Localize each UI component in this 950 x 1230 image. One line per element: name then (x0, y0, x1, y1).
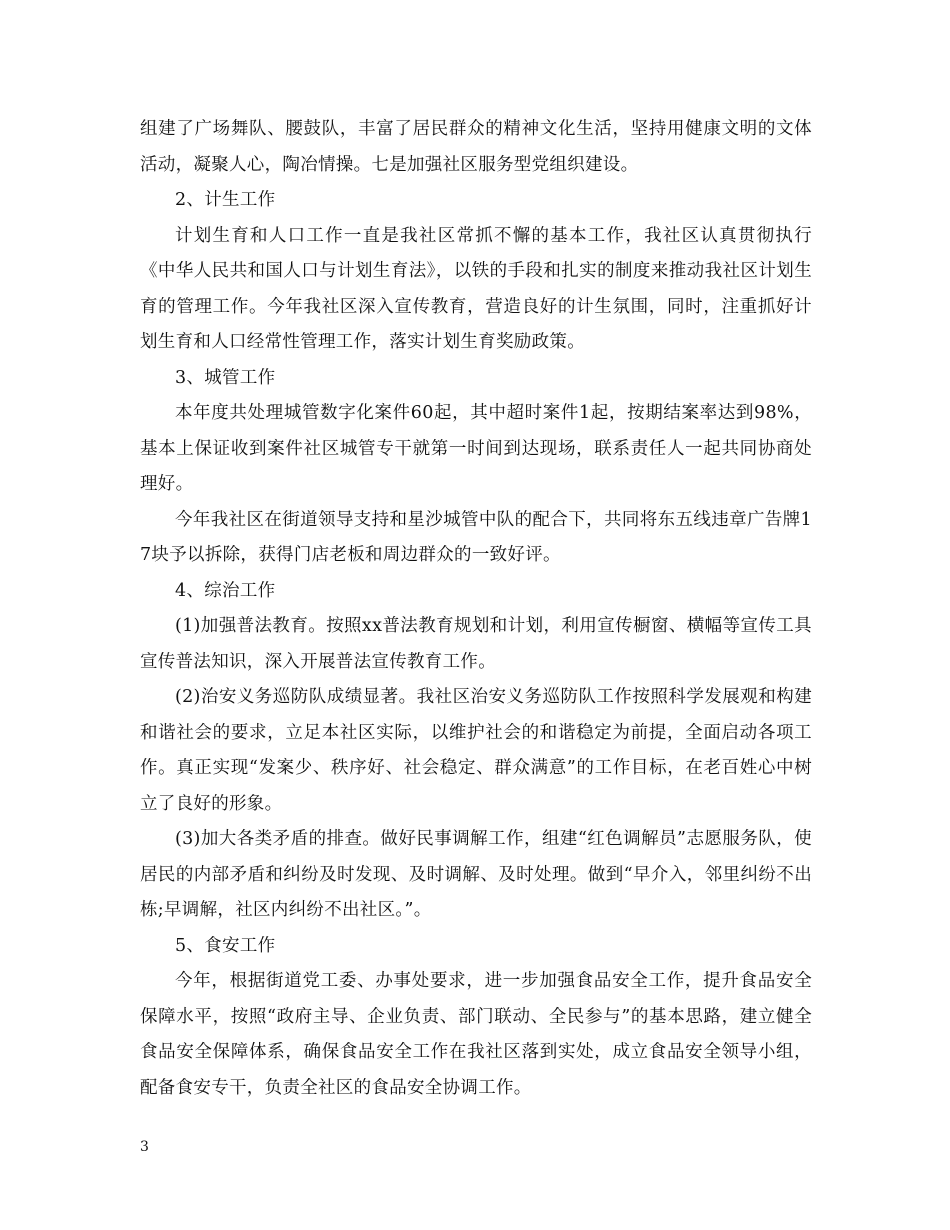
section-heading-family-planning: 2、计生工作 (175, 190, 276, 210)
paragraph-urban-cases: 本年度共处理城管数字化案件60起，其中超时案件1起，按期结案率达到98%，基本上保证收到案件社区城管专干就第一时间到达现场，联系责任人一起共同协商处理好。 (140, 403, 812, 494)
paragraph-food-safety: 今年，根据街道党工委、办事处要求，进一步加强食品安全工作，提升食品安全保障水平，按照“政府主导、企业负责、部门联动、全民参与”的基本思路，建立健全食品安全保障体系，确保食品安全工作在我社区落到实处，成立食品安全领导小组，配备食安专干，负责全社区的食品安全协调工作。 (140, 971, 812, 1098)
document-body (140, 112, 812, 1106)
section-heading-urban-management: 3、城管工作 (175, 367, 276, 388)
page-number: 3 (140, 1139, 149, 1155)
paragraph-family-planning: 计划生育和人口工作一直是我社区常抓不懈的基本工作，我社区认真贯彻执行《中华人民共和国人口与计划生育法》，以铁的手段和扎实的制度来推动我社区计划生育的管理工作。今年我社区深入宣传教育，营造良好的计生氛围，同时，注重抓好计划生育和人口经常性管理工作，落实计划生育奖励政策。 (140, 225, 812, 352)
section-heading-food-safety: 5、食安工作 (175, 935, 276, 956)
paragraph-billboard-removal: 今年我社区在街道领导支持和星沙城管中队的配合下，共同将东五线违章广告牌17块予以拆除，获得门店老板和周边群众的一致好评。 (140, 509, 812, 565)
paragraph-legal-education: (1)加强普法教育。按照xx普法教育规划和计划，利用宣传橱窗、横幅等宣传工具宣传普法知识，深入开展普法宣传教育工作。 (140, 616, 812, 672)
paragraph-patrol-team: (2)治安义务巡防队成绩显著。我社区治安义务巡防队工作按照科学发展观和构建和谐社会的要求，立足本社区实际，以维护社会的和谐稳定为前提，全面启动各项工作。真正实现“发案少、秩序好、社会稳定、群众满意”的工作目标，在老百姓心中树立了良好的形象。 (140, 687, 812, 814)
section-heading-public-security: 4、综治工作 (175, 580, 276, 601)
paragraph-dispute-mediation: (3)加大各类矛盾的排查。做好民事调解工作，组建“红色调解员”志愿服务队，使居民的内部矛盾和纠纷及时发现、及时调解、及时处理。做到“早介入，邻里纠纷不出栋;早调解，社区内纠纷不出社区。”。 (140, 829, 812, 920)
paragraph-continuation: 组建了广场舞队、腰鼓队，丰富了居民群众的精神文化生活，坚持用健康文明的文体活动，凝聚人心，陶冶情操。七是加强社区服务型党组织建设。 (140, 119, 812, 175)
